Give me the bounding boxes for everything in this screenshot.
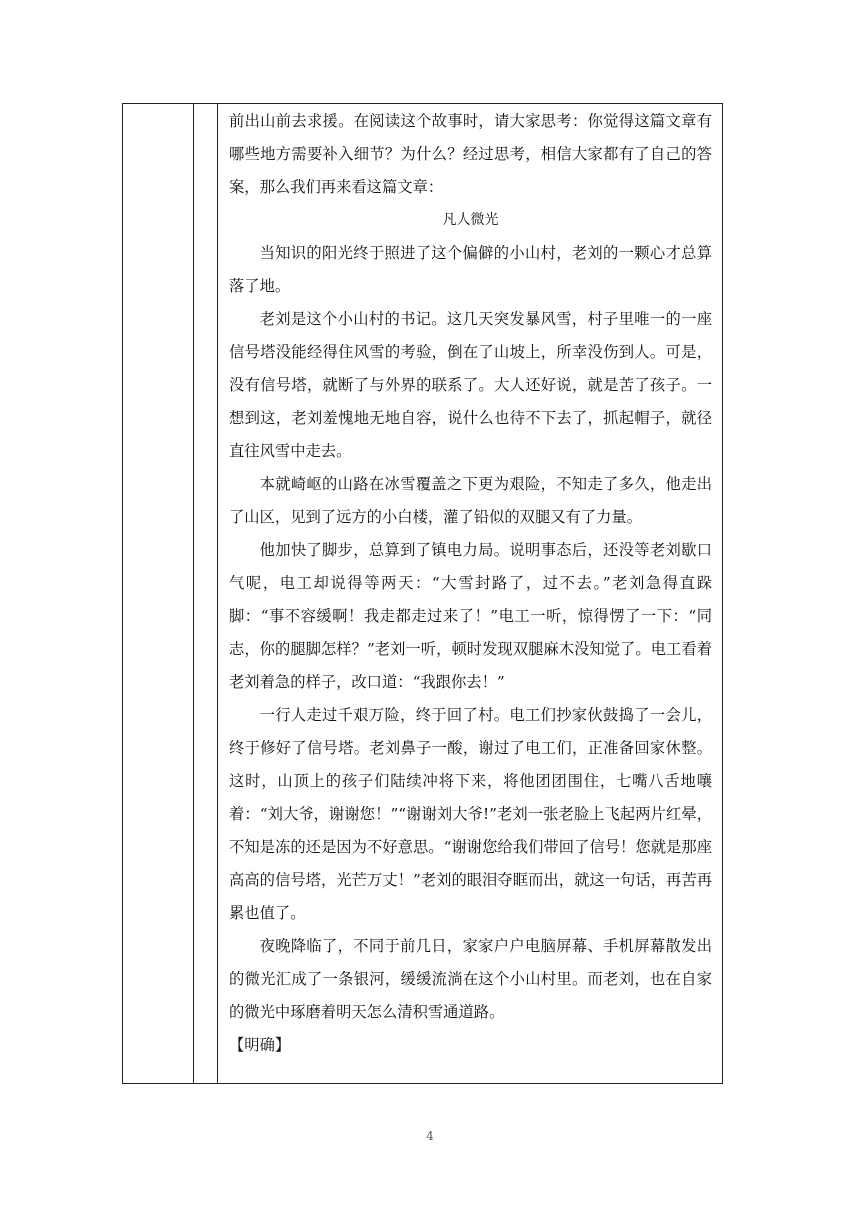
answer-label: 【明确】 [229, 1036, 291, 1054]
column-divider-2 [217, 104, 218, 1083]
column-divider-1 [193, 104, 194, 1083]
lesson-table [122, 103, 723, 1084]
essay-paragraph: 本就崎岖的山路在冰雪覆盖之下更为艰险，不知走了多久，他走出了山区，见到了远方的小白楼，灌了铅似的双腿又有了力量。 [229, 475, 712, 526]
essay-paragraph: 一行人走过千艰万险，终于回了村。电工们抄家伙鼓捣了一会儿，终于修好了信号塔。老刘鼻子一酸，谢过了电工们，正准备回家休整。这时，山顶上的孩子们陆续冲将下来，将他团团围住，七嘴八舌地嚷着：“刘大爷，谢谢您！”“谢谢刘大爷!”老刘一张老脸上飞起两片红晕，不知是冻的还是因为不好意思。“谢谢您给我们带回了信号！您就是那座高高的信号塔，光芒万丈！”老刘的眼泪夺眶而出，就这一句话，再苦再累也值了。 [229, 706, 712, 922]
essay-paragraph: 老刘是这个小山村的书记。这几天突发暴风雪，村子里唯一的一座信号塔没能经得住风雪的考验，倒在了山坡上，所幸没伤到人。可是，没有信号塔，就断了与外界的联系了。大人还好说，就是苦了孩子。一想到这，老刘羞愧地无地自容，说什么也待不下去了，抓起帽子，就径直往风雪中走去。 [229, 310, 712, 460]
essay-paragraph: 夜晚降临了，不同于前几日，家家户户电脑屏幕、手机屏幕散发出的微光汇成了一条银河，缓缓流淌在这个小山村里。而老刘，也在自家的微光中琢磨着明天怎么清积雪通道路。 [229, 937, 712, 1021]
intro-paragraph: 前出山前去求援。在阅读这个故事时，请大家思考：你觉得这篇文章有哪些地方需要补入细节？为什么？经过思考，相信大家都有了自己的答案，那么我们再来看这篇文章： [229, 112, 712, 196]
essay-title: 凡人微光 [442, 212, 499, 228]
essay-paragraph: 他加快了脚步，总算到了镇电力局。说明事态后，还没等老刘歇口气呢，电工却说得等两天：“大雪封路了，过不去。”老刘急得直跺脚：“事不容缓啊！我走都走过来了！”电工一听，惊得愣了一下：“同志，你的腿脚怎样？”老刘一听，顿时发现双腿麻木没知觉了。电工看着老刘着急的样子，改口道：“我跟你去！” [229, 541, 712, 691]
essay-paragraph: 当知识的阳光终于照进了这个偏僻的小山村，老刘的一颗心才总算落了地。 [229, 244, 712, 295]
page-number: 4 [426, 1129, 434, 1143]
content-cell [229, 104, 712, 1083]
